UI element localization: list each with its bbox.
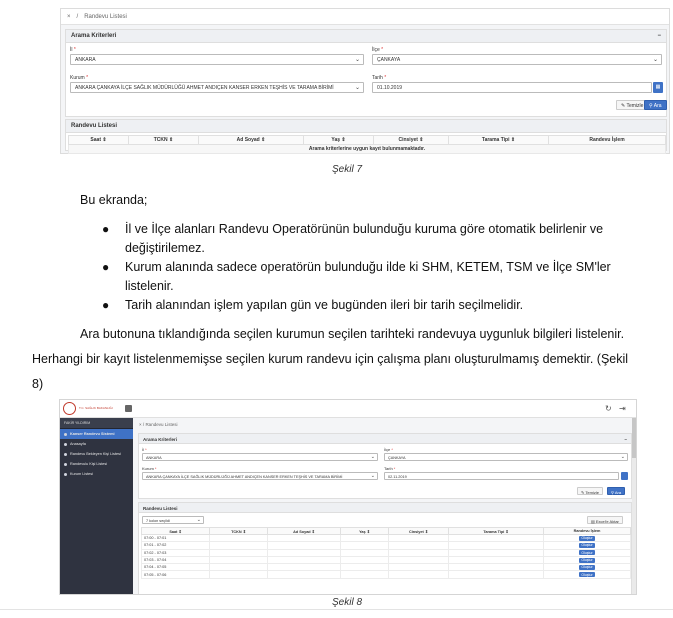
il-label: İl * (142, 447, 147, 452)
sidebar-logo-area (60, 400, 133, 418)
tarih-input[interactable]: 01.10.2019 (372, 82, 652, 93)
create-appointment-button[interactable]: Oluştur (581, 558, 593, 563)
kurum-label: Kurum * (142, 466, 157, 471)
column-randevu-islem: Randevu İşlem (544, 528, 631, 535)
user-name: FAKİR YILDIRIM (64, 421, 91, 425)
breadcrumb-current: Randevu Listesi (145, 422, 178, 427)
top-bar (133, 400, 636, 418)
create-appointment-button[interactable]: Oluştur (581, 536, 593, 541)
table-row: 07:04 - 07:05 Oluştur (142, 564, 631, 571)
table-row: 07:01 - 07:02 Oluştur (142, 542, 631, 549)
paragraph: Ara butonuna tıklandığında seçilen kurumun seçilen tarihteki randevuya uygunluk bilgileri listelenir. (80, 327, 625, 341)
bullet-icon: ● (102, 222, 110, 236)
home-icon (64, 433, 67, 436)
figure-8-caption: Şekil 8 (332, 597, 363, 608)
panel-title: Randevu Listesi (143, 505, 178, 511)
tarih-label: Tarih * (384, 466, 396, 471)
table-header-row (142, 528, 631, 535)
table-row: 07:03 - 07:04 Oluştur (142, 556, 631, 563)
scrollbar[interactable] (632, 418, 636, 595)
sidebar-item-randevulu-kisi[interactable]: Randevulu Kişi Listesi (60, 459, 133, 469)
close-tab-icon[interactable]: × (139, 422, 142, 427)
il-select[interactable]: ANKARA ⌄ (70, 54, 364, 65)
search-button[interactable]: ⚲ Ara (644, 100, 667, 110)
clear-button[interactable]: ✎ Temizle (616, 100, 648, 110)
ilce-select[interactable]: ÇANKAYA ⌄ (372, 54, 662, 65)
divider (0, 609, 673, 610)
chevron-down-icon: ⌄ (370, 473, 375, 479)
search-criteria-panel (138, 433, 632, 499)
table-header-row (69, 136, 666, 145)
panel-title: Arama Kriterleri (71, 33, 117, 39)
sidebar-item-kurum-listesi[interactable]: Kurum Listesi (60, 469, 133, 479)
user-bar (60, 418, 133, 429)
ministry-logo-icon (63, 402, 76, 415)
column-tckn[interactable]: TCKN ⇕ (129, 136, 199, 145)
column-ad-soyad[interactable]: Ad Soyad ⇕ (268, 528, 341, 535)
breadcrumb (61, 9, 669, 25)
column-select[interactable]: 7 kolon seçildi ⌄ (142, 516, 204, 524)
column-saat[interactable]: Saat ⇕ (142, 528, 210, 535)
list-icon (64, 453, 67, 456)
building-icon (64, 473, 67, 476)
intro-text: Bu ekranda; (80, 193, 148, 207)
create-appointment-button[interactable]: Oluştur (581, 550, 593, 555)
breadcrumb (133, 418, 636, 431)
search-criteria-panel (65, 29, 667, 117)
no-result-message: Arama kriterlerine uygun kayıt bulunmamaktadır. (69, 145, 666, 154)
column-tarama-tipi[interactable]: Tarama Tipi ⇕ (449, 528, 544, 535)
close-tab-icon[interactable]: × (67, 13, 71, 20)
bullet-item: İl ve İlçe alanları Randevu Operatörünün bulunduğu kuruma göre otomatik belirlenir ve değiştirilemez. (125, 222, 604, 255)
panel-title: Arama Kriterleri (143, 436, 178, 442)
figure-7-caption: Şekil 7 (332, 164, 363, 175)
chevron-down-icon: ⌄ (620, 454, 625, 460)
table-row: 07:05 - 07:06 Oluştur (142, 571, 631, 578)
kurum-label: Kurum * (70, 75, 89, 81)
chevron-down-icon: ⌄ (652, 57, 658, 63)
kurum-select[interactable]: ANKARA ÇANKAYA İLÇE SAĞLIK MÜDÜRLÜĞÜ AHMET ANDIÇEN KANSER ERKEN TEŞHİS VE TARAMA BİRİMİ ⌄ (70, 82, 364, 93)
ilce-select[interactable]: ÇANKAYA ⌄ (384, 453, 628, 461)
chevron-down-icon: ⌄ (370, 454, 375, 460)
sidebar-item-kanser-randevu[interactable]: Kanser Randevu Sistemi (60, 429, 133, 439)
bullet-icon: ● (102, 260, 110, 274)
ilce-label: İlçe * (384, 447, 393, 452)
panel-header (139, 503, 631, 513)
tarih-input[interactable]: 02.11.2019 (384, 472, 619, 480)
il-label: İl * (70, 47, 76, 53)
appointment-list-panel (65, 119, 667, 151)
column-saat[interactable]: Saat ⇕ (69, 136, 129, 145)
bullet-item: Kurum alanında sadece operatörün bulunduğu ilde ki SHM, KETEM, TSM ve İlçe SM'ler listelenir. (125, 260, 611, 293)
create-appointment-button[interactable]: Oluştur (581, 543, 593, 548)
kurum-select[interactable]: ANKARA ÇANKAYA İLÇE SAĞLIK MÜDÜRLÜĞÜ AHMET ANDIÇEN KANSER ERKEN TEŞHİS VE TARAMA BİRİMİ ⌄ (142, 472, 378, 480)
sidebar-collapse-button[interactable] (125, 405, 132, 412)
clear-button[interactable]: ✎ Temizle (577, 487, 603, 495)
collapse-icon[interactable]: − (657, 33, 661, 39)
column-yas[interactable]: Yaş ⇕ (304, 136, 374, 145)
column-tarama-tipi[interactable]: Tarama Tipi ⇕ (449, 136, 549, 145)
breadcrumb-current: Randevu Listesi (84, 13, 127, 20)
breadcrumb-separator: / (142, 422, 145, 427)
column-tckn[interactable]: TCKN ⇕ (210, 528, 268, 535)
panel-header (66, 120, 666, 133)
appointment-table (68, 135, 666, 154)
figure-8-screenshot (59, 399, 637, 595)
chevron-down-icon: ⌄ (354, 85, 360, 91)
calendar-icon[interactable] (621, 472, 628, 480)
excel-export-button[interactable]: ▤ Excel'e Aktar (587, 516, 623, 524)
list-icon (64, 463, 67, 466)
calendar-icon[interactable]: ▦ (653, 82, 663, 93)
tarih-label: Tarih * (372, 75, 387, 81)
logo-text: T.C. SAĞLIK BAKANLIĞI (79, 406, 113, 410)
dashboard-icon (64, 443, 67, 446)
column-randevu-islem: Randevu İşlem (549, 136, 666, 145)
breadcrumb-separator: / (76, 13, 79, 20)
appointment-list-panel (138, 502, 632, 595)
table-row: 07:00 - 07:01 Oluştur (142, 535, 631, 542)
figure-7-screenshot (60, 8, 670, 154)
column-yas[interactable]: Yaş ⇕ (341, 528, 389, 535)
il-select[interactable]: ANKARA ⌄ (142, 453, 378, 461)
chevron-down-icon: ⌄ (196, 517, 201, 523)
create-appointment-button[interactable]: Oluştur (581, 572, 593, 577)
column-ad-soyad[interactable]: Ad Soyad ⇕ (199, 136, 304, 145)
bullet-item: Tarih alanından işlem yapılan gün ve bugünden ileri bir tarih seçilmelidir. (125, 298, 524, 312)
bullet-icon: ● (102, 298, 110, 312)
panel-header (66, 30, 666, 43)
panel-title: Randevu Listesi (71, 123, 118, 129)
chevron-down-icon: ⌄ (354, 57, 360, 63)
refresh-icon[interactable]: ↻ (605, 404, 612, 413)
sidebar (60, 400, 133, 594)
appointment-table (141, 527, 631, 579)
paragraph: 8) (32, 377, 44, 391)
panel-header (139, 434, 631, 444)
collapse-icon[interactable]: − (624, 436, 627, 442)
column-cinsiyet[interactable]: Cinsiyet ⇕ (374, 136, 449, 145)
sidebar-item-anasayfa[interactable]: Anasayfa (60, 439, 133, 449)
sidebar-item-randevu-bekleyen[interactable]: Randevu Bekleyen Kişi Listesi (60, 449, 133, 459)
paragraph: Herhangi bir kayıt listelenmemişse seçilen kurum randevu için çalışma planı oluşturulmamış demektir. (Şekil (32, 352, 629, 366)
logout-icon[interactable]: ⇥ (619, 404, 626, 413)
column-cinsiyet[interactable]: Cinsiyet ⇕ (389, 528, 449, 535)
search-button[interactable]: ⚲ Ara (607, 487, 625, 495)
table-row: 07:02 - 07:03 Oluştur (142, 549, 631, 556)
ilce-label: İlçe * (372, 47, 384, 53)
create-appointment-button[interactable]: Oluştur (581, 565, 593, 570)
